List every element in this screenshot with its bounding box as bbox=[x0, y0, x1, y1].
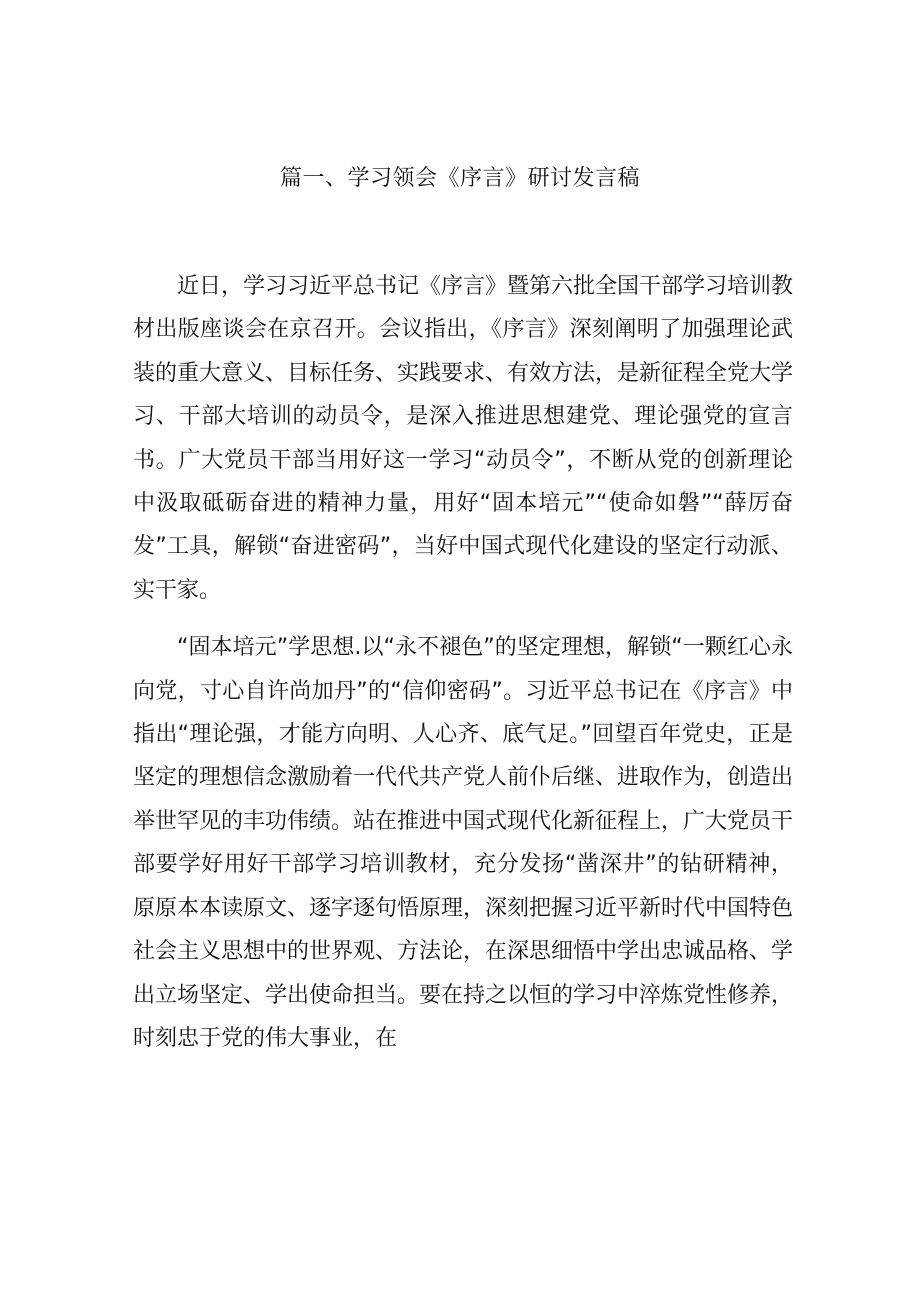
document-body bbox=[133, 265, 793, 1074]
paragraph-1: 近日，学习习近平总书记《序言》暨第六批全国干部学习培训教材出版座谈会在京召开。会议指出，《序言》深刻阐明了加强理论武装的重大意义、目标任务、实践要求、有效方法，是新征程全党大学习、干部大培训的动员令，是深入推进思想建党、理论强党的宣言书。广大党员干部当用好这一学习“动员令”，不断从党的创新理论中汲取砥砺奋进的精神力量，用好“固本培元”“使命如磐”“薛厉奋发”工具，解锁“奋进密码”，当好中国式现代化建设的坚定行动派、实干家。 bbox=[133, 274, 794, 603]
document-title: 篇一、学习领会《序言》研讨发言稿 bbox=[279, 166, 640, 191]
paragraph-2: “固本培元”学思想.以“永不褪色”的坚定理想，解锁“一颗红心永向党，寸心自许尚加丹”的“信仰密码”。习近平总书记在《序言》中指出“理论强，才能方向明、人心齐、底气足。”回望百年党史，正是坚定的理想信念激励着一代代共产党人前仆后继、进取作为，创造出举世罕见的丰功伟绩。站在推进中国式现代化新征程上，广大党员干部要学好用好干部学习培训教材，充分发扬“凿深井”的钻研精神，原原本本读原文、逐字逐句悟原理，深刻把握习近平新时代中国特色社会主义思想中的世界观、方法论，在深思细悟中学出忠诚品格、学出立场坚定、学出使命担当。要在持之以恒的学习中淬炼党性修养，时刻忠于党的伟大事业，在 bbox=[133, 635, 794, 1051]
